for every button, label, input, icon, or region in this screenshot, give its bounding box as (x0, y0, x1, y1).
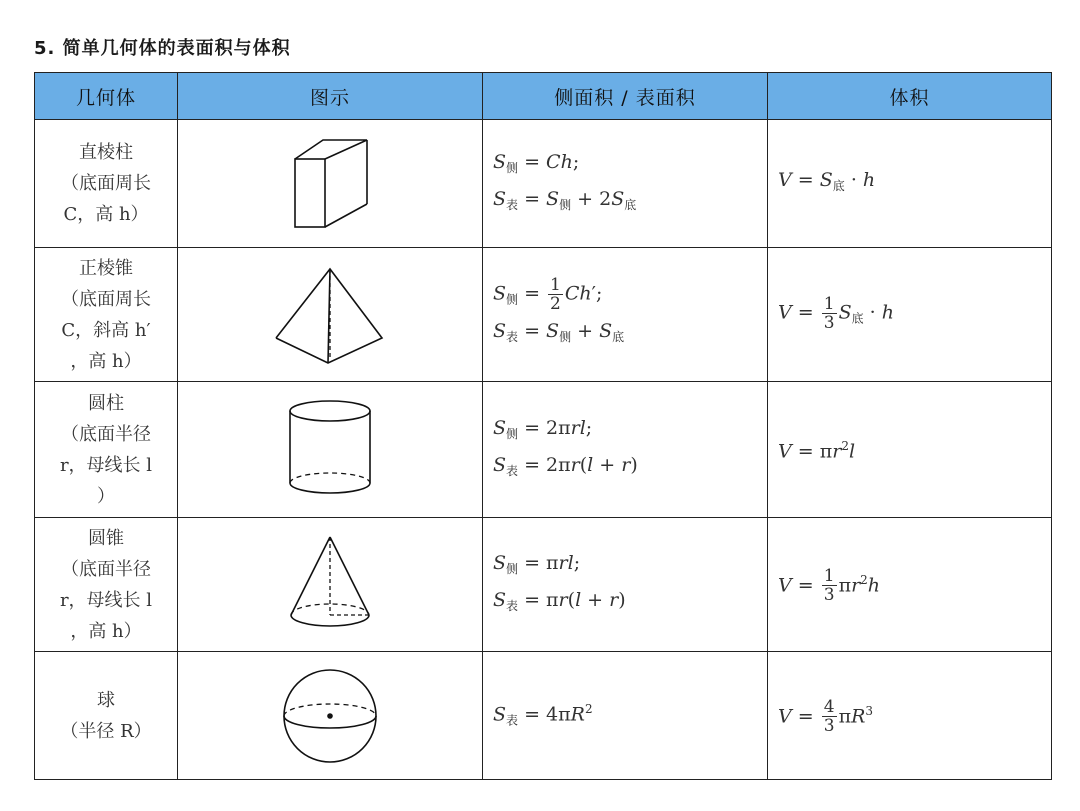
solid-name-line: （底面半径 (61, 423, 151, 445)
lateral-area-formula: $S_侧 = \pi rl$; (493, 551, 581, 576)
prism-icon (285, 134, 375, 234)
section-title: 5. 简单几何体的表面积与体积 (34, 38, 291, 59)
solid-name-cell (35, 652, 178, 780)
header-area: 侧面积 / 表面积 (483, 73, 768, 120)
solid-name-line: 直棱柱 (79, 142, 133, 163)
area-formula-cell (483, 382, 768, 518)
area-formula-cell (483, 248, 768, 382)
solid-name-line: （底面周长 (61, 173, 151, 194)
figure-cell (178, 518, 483, 652)
lateral-area-formula: $S_侧 = Ch$; (493, 150, 580, 175)
volume-formula-cell (768, 120, 1052, 248)
volume-formula: V = $\frac{1}{3}$ $S_底 \cdot h$ (778, 293, 894, 333)
solid-name-line: （半径 R） (60, 720, 152, 742)
solid-name-line: r，母线长 l (59, 589, 153, 611)
solid-name-line: 正棱锥 (79, 257, 133, 279)
solid-name-line: C，斜高 h′ (61, 319, 151, 341)
solid-name-line: ） (97, 485, 115, 507)
cylinder-icon (285, 397, 375, 503)
surface-area-formula: $S_表 = \pi r(l + r)$ (493, 588, 626, 613)
solid-name-cell (35, 382, 178, 518)
solid-name-cell (35, 518, 178, 652)
lateral-area-formula: $S_侧 = 2\pi rl$; (493, 416, 593, 441)
surface-area-formula: $S_表 = 2\pi r(l + r)$ (493, 453, 638, 478)
volume-formula: $V = \pi r^2l$ (778, 439, 856, 463)
surface-area-formula: $S_表 = 4\pi R^2$ (493, 702, 593, 728)
table-row (35, 652, 1052, 780)
solid-name-cell (35, 120, 178, 248)
lateral-area-formula: $S_侧$ = $\frac{1}{2}$ Ch′; (493, 275, 603, 315)
solid-name-line: （底面半径 (61, 558, 151, 580)
table-row (35, 382, 1052, 518)
volume-formula-cell (768, 382, 1052, 518)
solid-name-line: 圆锥 (88, 527, 124, 549)
table-row (35, 120, 1052, 248)
figure-cell (178, 120, 483, 248)
area-formula-cell (483, 120, 768, 248)
volume-formula: V = $\frac{1}{3}$ $\pi r^2h$ (778, 566, 881, 606)
solid-name-line: ，高 h） (70, 350, 142, 372)
solid-name-line: ，高 h） (70, 620, 142, 642)
surface-area-formula: $S_表 = S_侧 + S_底$ (493, 319, 625, 344)
sphere-icon (280, 666, 380, 766)
area-formula-cell (483, 652, 768, 780)
figure-cell (178, 652, 483, 780)
pyramid-icon (270, 263, 390, 367)
header-figure: 图示 (178, 73, 483, 120)
solid-name-line: 圆柱 (88, 392, 124, 414)
table-row (35, 248, 1052, 382)
solid-name-line: 球 (97, 689, 115, 711)
solid-name-line: r，母线长 l (59, 454, 153, 476)
table-row (35, 518, 1052, 652)
figure-cell (178, 248, 483, 382)
volume-formula-cell (768, 518, 1052, 652)
area-formula-cell (483, 518, 768, 652)
table-header-row (35, 73, 1052, 120)
geometry-table (34, 72, 1052, 780)
cone-icon (285, 533, 375, 637)
solid-name-line: （底面周长 (61, 288, 151, 310)
volume-formula-cell (768, 248, 1052, 382)
volume-formula-cell (768, 652, 1052, 780)
surface-area-formula: $S_表 = S_侧 + 2S_底$ (493, 187, 637, 212)
header-volume: 体积 (768, 73, 1052, 120)
solid-name-line: C，高 h） (63, 204, 149, 225)
figure-cell (178, 382, 483, 518)
solid-name-cell (35, 248, 178, 382)
volume-formula: V = $\frac{4}{3}$ $\pi R^3$ (778, 697, 874, 737)
header-solid: 几何体 (35, 73, 178, 120)
volume-formula: $V = S_底 \cdot h$ (778, 169, 876, 193)
